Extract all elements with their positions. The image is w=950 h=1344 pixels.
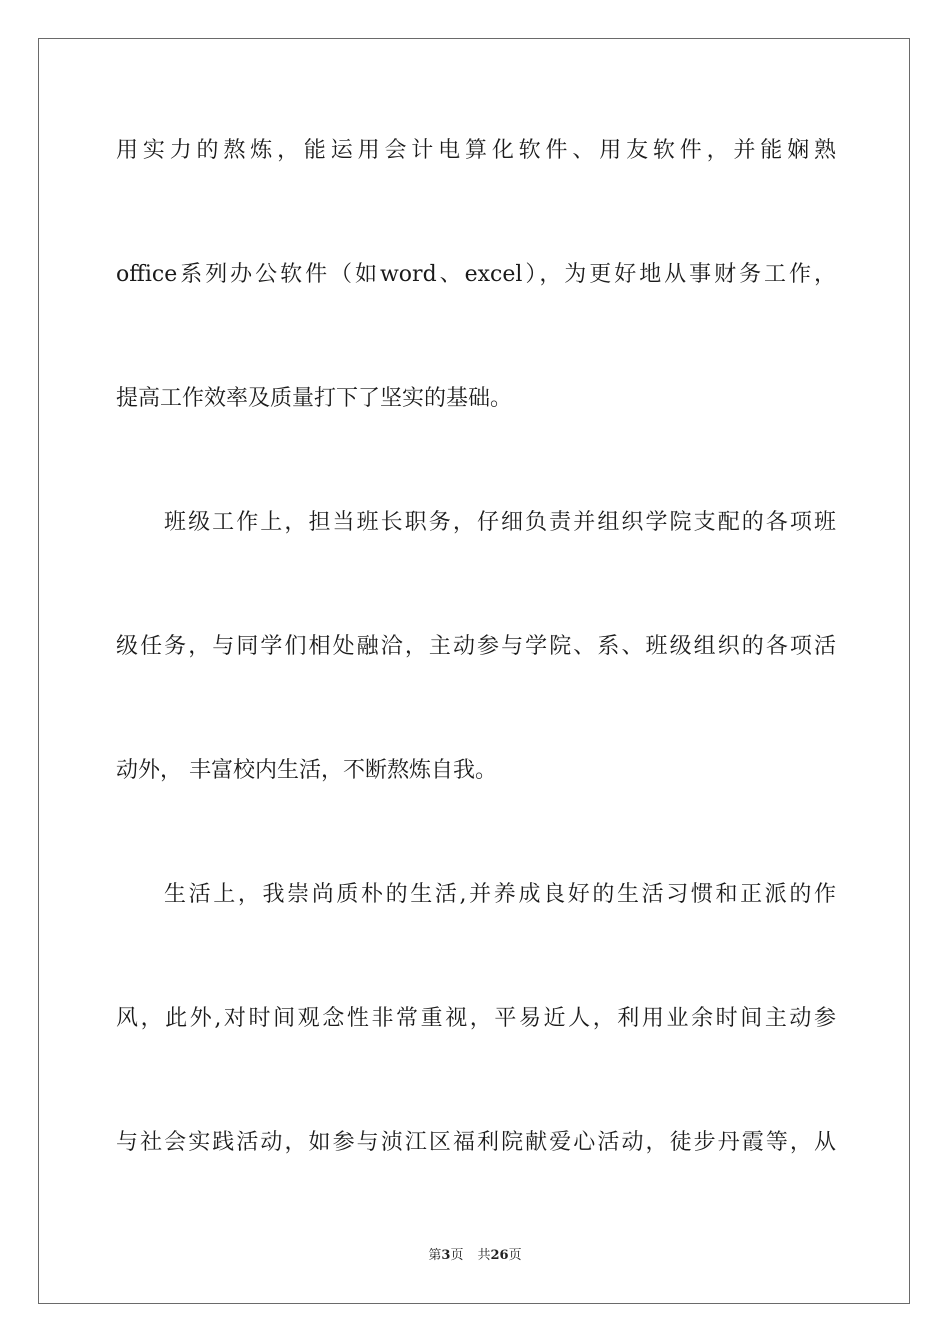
paragraph-line-1: 用实力的熬炼，能运用会计电算化软件、用友软件，并能娴熟 xyxy=(116,138,836,163)
paragraph-line-6: 动外， 丰富校内生活，不断熬炼自我。 xyxy=(116,758,497,783)
total-prefix: 共 xyxy=(477,1248,491,1263)
total-suffix: 页 xyxy=(508,1248,522,1263)
paragraph-line-5: 级任务，与同学们相处融洽，主动参与学院、系、班级组织的各项活 xyxy=(116,634,836,659)
paragraph-line-8: 风，此外,对时间观念性非常重视，平易近人，利用业余时间主动参 xyxy=(116,1006,836,1031)
page-border xyxy=(38,38,910,1304)
page-current: 3 xyxy=(441,1248,451,1263)
paragraph-line-3: 提高工作效率及质量打下了坚实的基础。 xyxy=(116,386,513,411)
paragraph-line-4: 班级工作上，担当班长职务，仔细负责并组织学院支配的各项班 xyxy=(164,510,836,535)
page-footer xyxy=(0,1246,950,1266)
page-total: 26 xyxy=(490,1248,509,1263)
page-prefix: 第 xyxy=(428,1248,442,1263)
paragraph-line-7: 生活上，我崇尚质朴的生活,并养成良好的生活习惯和正派的作 xyxy=(164,882,836,907)
paragraph-line-9: 与社会实践活动，如参与浈江区福利院献爱心活动，徒步丹霞等，从 xyxy=(116,1130,836,1155)
page-suffix: 页 xyxy=(450,1248,464,1263)
paragraph-line-2: office系列办公软件（如word、excel），为更好地从事财务工作， xyxy=(116,262,836,287)
